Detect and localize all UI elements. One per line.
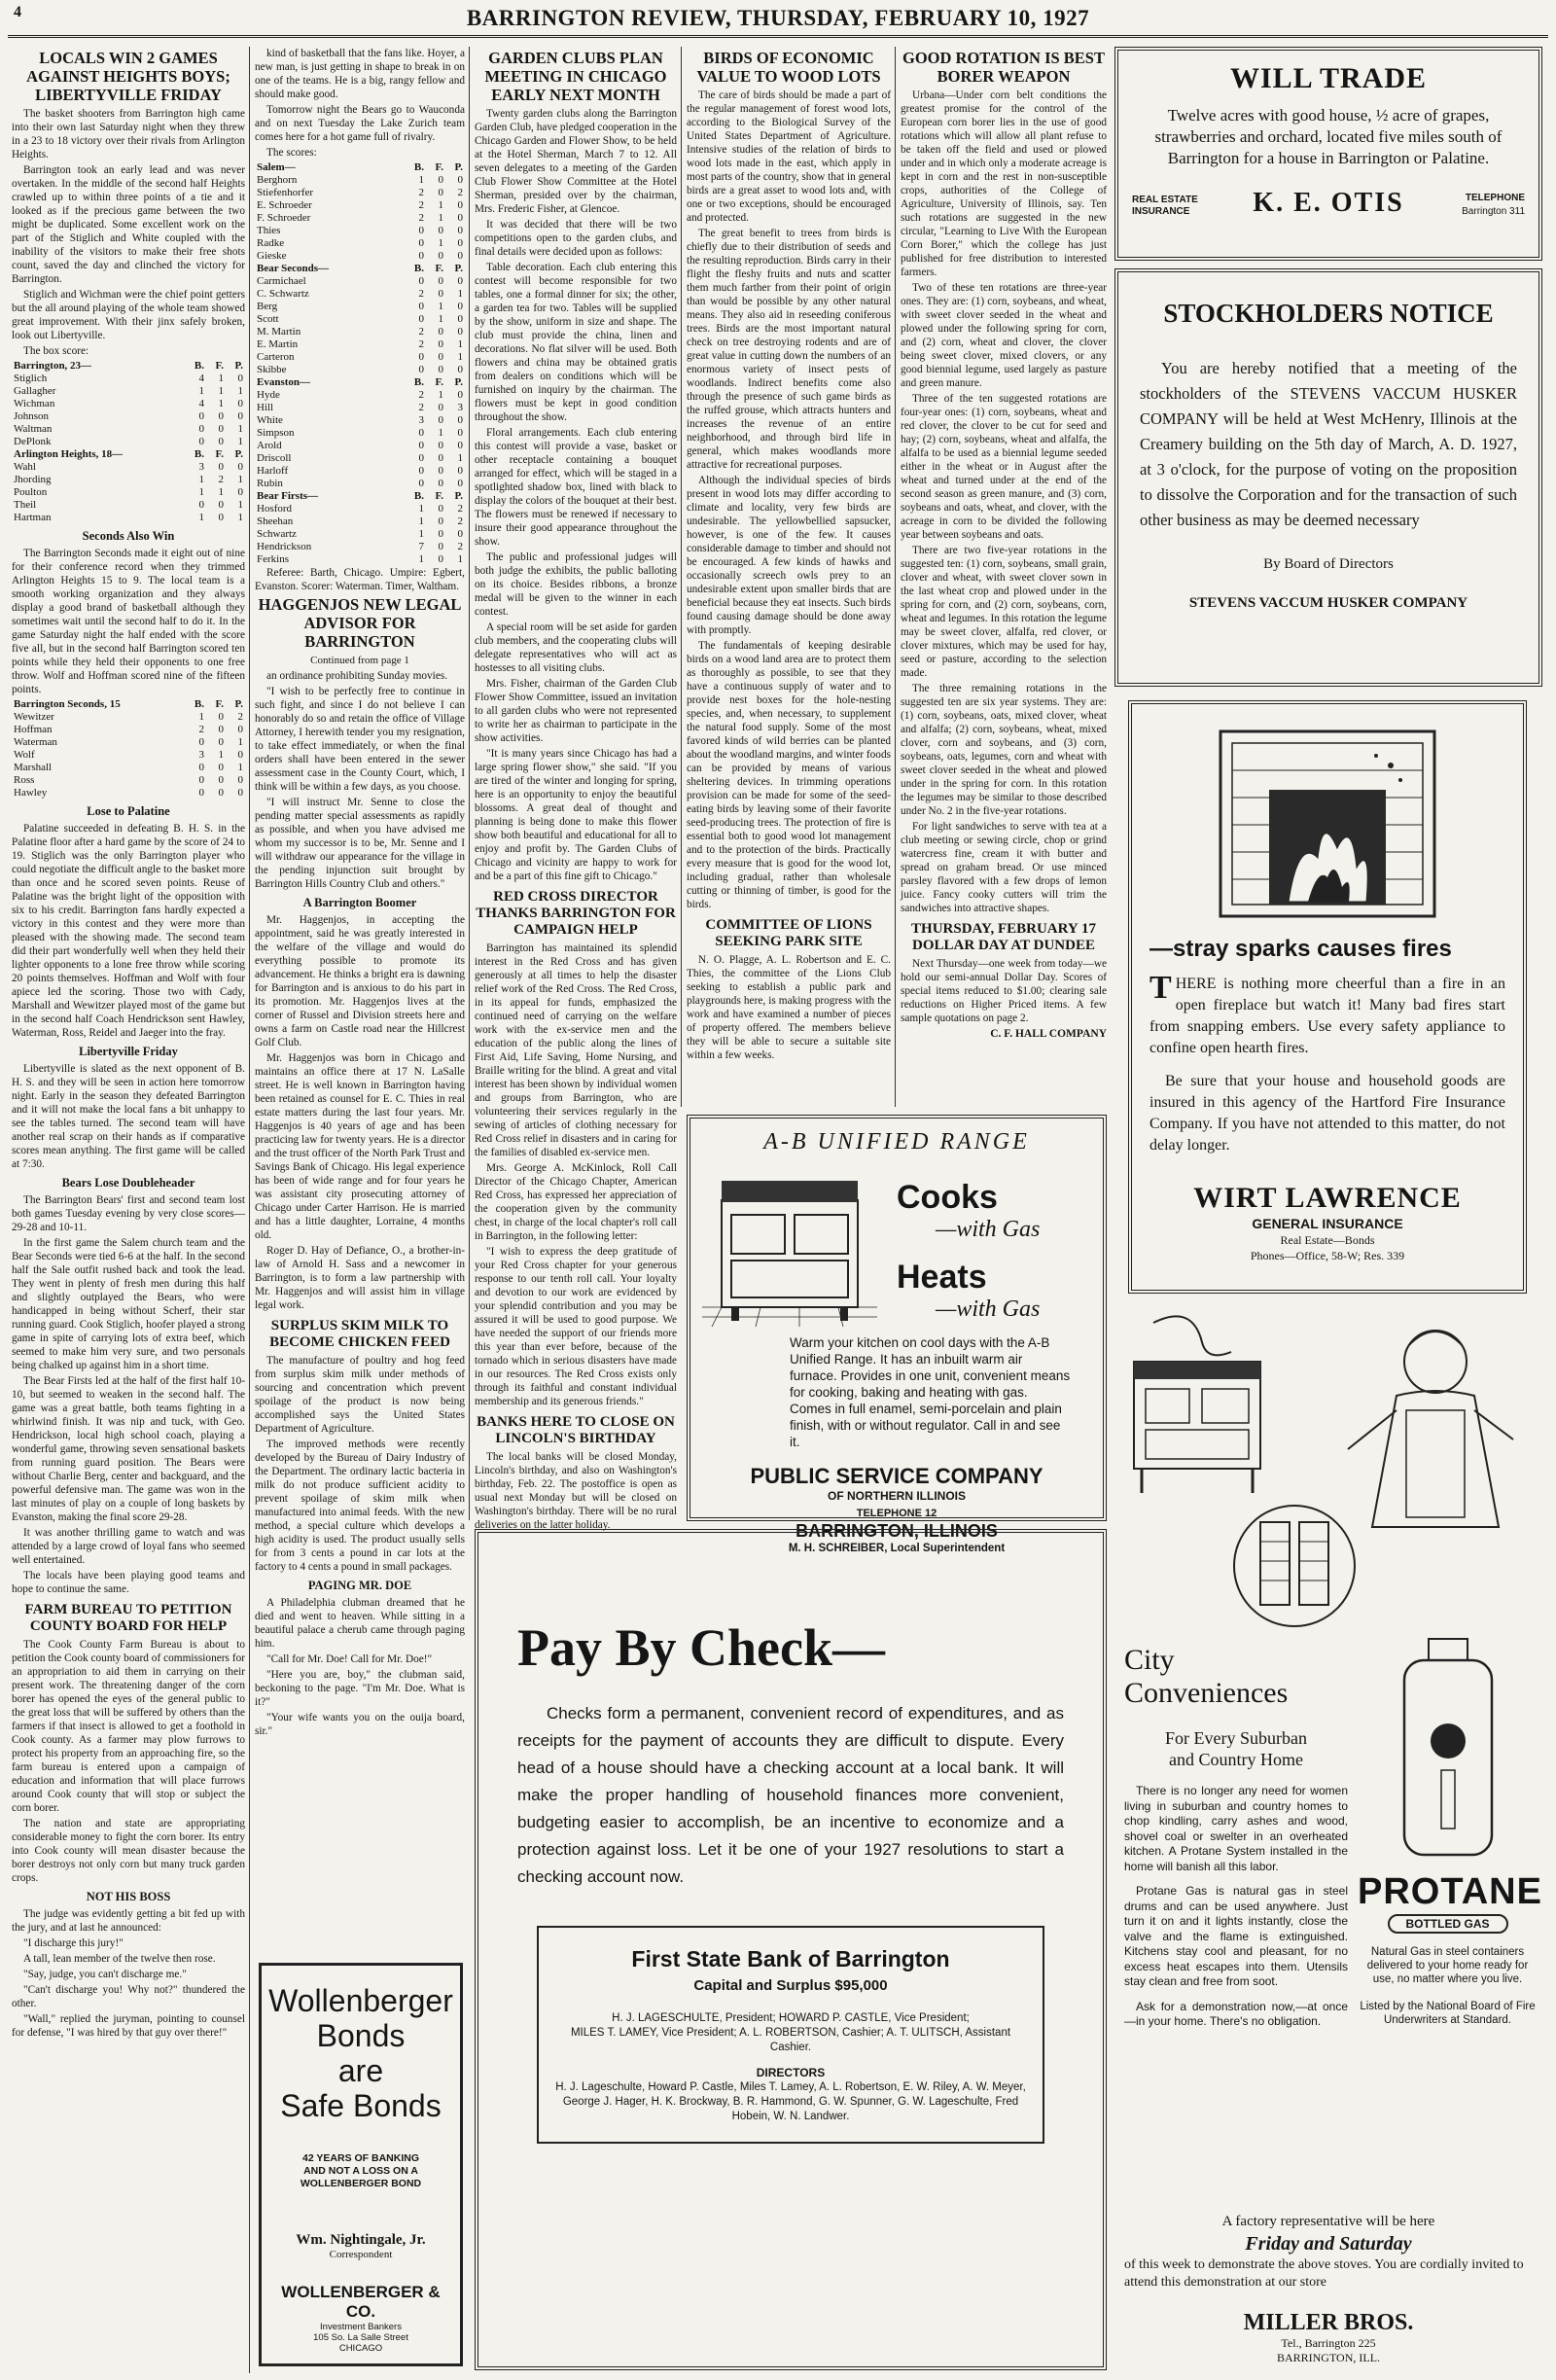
article-paragraph: The basket shooters from Barrington high came into their own last Saturday night when they threw in a 23 to 18 victory over their rivals from Arlington Heights. [12,108,245,160]
table-row: M. Martin 2 0 0 [257,326,463,337]
table-row: Simpson 0 1 0 [257,427,463,439]
table-row: Hartman 1 0 1 [14,512,243,523]
article-paragraph: It was another thrilling game to watch and was attended by a large crowd of loyal fans who seemed well entertained. [12,1527,245,1566]
box-title: Arlington Heights, 18— [14,448,124,460]
ad-pay-by-check [475,1529,1107,2370]
ad-bank-title: Pay By Check— [517,1618,885,1677]
ad-lawrence-title: —stray sparks causes fires [1149,936,1452,962]
table-row: Skibbe 0 0 0 [257,364,463,375]
article-paragraph: The Barrington Bears' first and second team lost both games Tuesday evening by very close scores—29-28 and 10-11. [12,1194,245,1233]
table-row: Hendrickson 7 0 2 [257,541,463,552]
headline-birds: BIRDS OF ECONOMIC VALUE TO WOOD LOTS [696,49,881,86]
ad-lawrence-para2: Be sure that your house and household goods are insured in this agency of the Hartford Fire Insurance Company. If you have not attended to this matter, do not delay longer. [1149,1073,1505,1154]
table-row: Wahl 3 0 0 [14,461,243,473]
column-3 [475,47,677,1531]
ad-will-trade-footer [1132,187,1525,230]
table-row: Gieske 0 0 0 [257,250,463,262]
article-paragraph: Next Thursday—one week from today—we hold our semi-annual Dollar Day. Scores of special items reduced to $1.00; clearing sale reductions on Higher Priced items. A few sample quotations on page 2. [901,958,1107,1024]
table-row: Arold 0 0 0 [257,440,463,451]
column-5 [901,47,1107,1107]
ad-miller-city: BARRINGTON, ILL. [1276,2351,1381,2364]
article-paragraph: The Bear Firsts led at the half of the first half 10-10, but seemed to weaken in the second half. The game was a great battle, both teams fighting in a whirlwind finish. It was nip and tuck, with Geo. Hendrickson, local high school coach, playing a wonderful game, throwing seven sensational baskets from running guard position. The Bears were without Charlie Berg, center and backguard, and the powerful defensive man. The game was won in the last minutes of play on a couple of long baskets by Evanston, making the final score 29-28. [12,1375,245,1523]
ad-range-hero [702,1161,1091,1327]
subhead-not-his-boss: NOT HIS BOSS [86,1890,171,1903]
ad-miller-bros [1114,1303,1542,2371]
article-paragraph: Roger D. Hay of Defiance, O., a brother-in-law of Arnold H. Sass and a newcomer in Barrington, is to form a law partnership with Mr. Haggenjos and will assist him in village legal work. [255,1245,465,1311]
headline-farm-bureau: FARM BUREAU TO PETITION COUNTY BOARD FOR HELP [24,1602,232,1634]
ad-wollenberger-tag3: WOLLENBERGER BOND [300,2178,422,2189]
ad-bank-body: Checks form a permanent, convenient record of expenditures, and as receipts for the payment of accounts they are difficult to dispute. Every head of a house should have a checking account at a local bank. It will make the proper handling of household finances more convenient, budgeting easier to accomplish, be an incentive to economize and a protection against loss. Let it be one of your 1927 resolutions to start a checking account now. [517,1704,1064,1886]
ad-will-trade-body: Twelve acres with good house, ½ acre of grapes, strawberries and orchard, located five miles south of Barrington for a house in Barrington or Palatine. [1154,106,1503,167]
subhead-boomer: A Barrington Boomer [302,896,417,909]
subhead-paging: PAGING MR. DOE [307,1579,412,1592]
table-row: DePlonk 0 0 1 [14,436,243,447]
headline-red-cross: RED CROSS DIRECTOR THANKS BARRINGTON FOR CAMPAIGN HELP [476,889,676,938]
ad-lawrence-dropcap: T [1149,970,1172,1006]
ad-bank-officers1: H. J. LAGESCHULTE, President; HOWARD P. CASTLE, Vice President; [612,2012,970,2024]
article-paragraph: Urbana—Under corn belt conditions the greatest promise for the control of the European corn borer lies in the use of good rotations which will allow all plant refuse to be taken off the field and used or plowed under and in which only a moderate acreage is kept in corn and the rest in non-susceptible crops, authorities of the College of Agriculture, University of Illinois, say. Ten such rotations are suggested in the new circular, "Learning to Live With the European Corn Borer," which the college has just published for free distribution to interested farmers. [901,89,1107,278]
table-row: Hoffman 2 0 0 [14,724,243,735]
box-score-seconds: Barrington Seconds, 15 B. F. P. Wewitzer 1 0 2 Hoffman 2 0 0 Waterman 0 0 1 Wolf 3 1 0 Marshall 0 0 1 Ross 0 0 0 Hawley 0 0 0 [14,698,243,799]
table-row: E. Schroeder 2 1 0 [257,199,463,211]
ad-miller-sub2: and Country Home [1169,1750,1303,1769]
ad-miller-bottled: BOTTLED GAS [1388,1914,1508,1934]
ad-wollenberger-agent: Wm. Nightingale, Jr. [296,2232,426,2248]
ad-wollenberger-firm-sub: Investment Bankers [320,2322,402,2332]
ad-wollenberger-addr: 105 So. La Salle Street [313,2332,408,2343]
headline-locals-win: LOCALS WIN 2 GAMES AGAINST HEIGHTS BOYS; LIBERTYVILLE FRIDAY [26,49,230,104]
table-row: Driscoll 0 0 1 [257,452,463,464]
ad-lawrence-line: Real Estate—Bonds [1280,1233,1375,1247]
ad-lawrence-para1: HERE is nothing more cheerful than a fire in an open fireplace but watch it! Many bad fires start from snapping embers. Use every safety appliance to confine open hearth fires. [1149,976,1505,1056]
article-paragraph: The local banks will be closed Monday, Lincoln's birthday, and also on Washington's birthday, Feb. 22. The postoffice is open as usual next Monday but will be closed on Washington's birthday. There will be no rural deliveries on the latter holiday. [475,1451,677,1531]
ad-bank-directors: H. J. Lageschulte, Howard P. Castle, Miles T. Lamey, A. L. Robertson, E. W. Riley, A. W. Meyer, George J. Hager, H. K. Brockway, B. R. Hammond, G. W. Spunner, G. W. Lageschulte, Fred Hobein, W. N. Landwer. [555,2081,1026,2122]
ad-miller-body1: There is no longer any need for women living in suburban and country homes to chop kindling, carry ashes and wood, shovel coal or swelter in an overheated kitchen. A Protane System installed in the home will banish all this labor. [1124,1784,1348,1873]
table-row: Waterman 0 0 1 [14,736,243,748]
table-row: Stiefenhorfer 2 0 2 [257,187,463,198]
headline-rotation: GOOD ROTATION IS BEST BORER WEAPON [902,49,1105,86]
table-row: Wewitzer 1 0 2 [14,711,243,723]
article-paragraph: Three of the ten suggested rotations are four-year ones: (1) corn, soybeans, wheat and red clover, the clover to be cut for seed and hay; (2) corn, soybeans, wheat and alfalfa, the alfalfa to be used as a biennial legume seeded either in the wheat or in August after the wheat and turned under at the end of the second season as green manure, and (3) corn, soybeans and oats, wheat, and clover, with the acreage in corn to be divided the following year between soybeans and oats. [901,393,1107,541]
ad-miller-body2: Protane Gas is natural gas in steel drums and can be used anywhere. Just turn it on and it lights instantly, close the valve and the flame is extinguished. Kitchens stay cool and pleasant, for no excess heat escapes into them. Utensils stay clean and free from soot. [1124,1884,1348,1988]
article-paragraph: The fundamentals of keeping desirable birds on a wood land area are to protect them as thoroughly as possible, to see that they have a continuous supply of water and to provide nest boxes for the hole-nesting species, and, when necessary, to supplement the natural food supply. Some of the most favored kinds of wild berries can be planted about the woodland margins, and winter foods can be provided by means of various sheltering devices. In trimming operations provision can be made for some of the seed-eating birds by leaving some of their favorite seed-producing trees. The protection of fire is essential both to good wood lot management and to the protection of the birds. Practically every measure that is good for the wood lot, including gradual, rather than wholesale cutting or thinning of timber, is good for the birds. [687,640,891,910]
table-row: Wichman 4 1 0 [14,398,243,409]
article-paragraph: "Call for Mr. Doe! Call for Mr. Doe!" [266,1653,433,1665]
ad-range-company: PUBLIC SERVICE COMPANY [750,1464,1043,1488]
ad-wollenberger [259,1963,463,2366]
article-paragraph: "Wall," replied the juryman, pointing to counsel for defense, "I was hired by that guy over there!" [12,2013,245,2039]
subhead-seconds: Seconds Also Win [82,529,175,543]
ad-will-trade-title: WILL TRADE [1229,62,1427,94]
article-paragraph: The scores: [266,147,317,159]
table-row: F. Schroeder 2 1 0 [257,212,463,224]
article-paragraph: In the first game the Salem church team and the Bear Seconds were tied 6-6 at the half. In the second half the Sale outfit rushed back and took the lead. They went in plenty of fresh men during this half and slightly outplayed the Bears, who were handicapped in being without Scherf, their star running guard. Cook Stiglich, hoofer played a strong game in spite of carrying lots of extra beef, which seemed to make him very sure, and two personals being chalked up against him in a short time. [12,1237,245,1371]
article-paragraph: "I wish to express the deep gratitude of your Red Cross chapter for your generous response to our tenth roll call. Your loyalty and devotion to our work are evidenced by your splendid contribution and you may be assured it will be used to good purpose. We have needed the support of our friends more this year than ever before, because of the tornado which in serious disasters have made in our resources. The Red Cross exists only through its faithful and constant individual membership and its generous friends." [475,1246,677,1407]
ad-will-trade-right1: TELEPHONE [1465,193,1525,203]
ad-miller-listed: Listed by the National Board of Fire Underwriters at Standard. [1360,2001,1536,2026]
article-paragraph: The judge was evidently getting a bit fed up with the jury, and at last he announced: [12,1908,245,1934]
referee-line: Referee: Barth, Chicago. Umpire: Egbert, Evanston. Scorer: Waterman. Timer, Waltham. [255,567,465,592]
article-paragraph: The care of birds should be made a part of the regular management of forest wood lots, according to the Biological Survey of the United States Department of Agriculture. Intensive studies of the relation of birds to wood lots made in the east, which apply in most parts of the country, show that in general birds are a great asset to wood lots and, with one or two exceptions, should be encouraged and protected. [687,89,891,224]
article-paragraph: "Say, judge, you can't discharge me." [23,1969,187,1980]
article-paragraph: The three remaining rotations in the suggested ten are six year systems. They are: (1) corn, soybeans, oats, mixed clover, wheat and alfalfa; (2) corn, soybeans, wheat, mixed clover, corn and soybeans, and (3) corn, soybeans, oats, legumes, corn and wheat with sweet clover seeded in the wheat and plowed under in the spring for corn. In this rotation the legumes may be similar to those described under No. 2 in the five-year rotations. [901,683,1107,817]
table-row: Hyde 2 1 0 [257,389,463,401]
column-2 [255,47,465,1953]
ad-miller-rep: A factory representative will be here [1221,2214,1435,2229]
table-row: C. Schwartz 2 0 1 [257,288,463,300]
table-row: Schwartz 1 0 0 [257,528,463,540]
ad-miller-tel: Tel., Barrington 225 [1281,2336,1376,2350]
ad-miller-sub1: For Every Suburban [1165,1728,1307,1748]
ad-bank-name: First State Bank of Barrington [631,1946,950,1971]
ad-miller-protane: PROTANE [1358,1871,1542,1912]
article-paragraph: Barrington took an early lead and was never overtaken. In the middle of the second half Heights crawled up to within three points of a tie and it looked as if the precious game between the two might be duplicated. Some excellent work on the part of the Stiglich and White coupled with the inability of the visitors to make their free shots count, saved the day and clinched the victory for Barrington. [12,164,245,285]
ad-range-cooks-sub: —with Gas [936,1217,1041,1242]
gas-cylinder-icon [1375,1634,1521,1867]
ad-stockholders-by: By Board of Directors [1263,556,1394,572]
ad-unified-range [687,1115,1107,1554]
table-row: E. Martin 2 0 1 [257,338,463,350]
article-paragraph: The Cook County Farm Bureau is about to petition the Cook county board of commissioners for an appropriation to aid them in carrying on their present work. The threatening danger of the corn borer has opened the eyes of the general public to the great loss that will be suffered by others than the farmers if that insect is allowed to get a foothold in Cook county. As a farmer may plow furrows to protect his property from an approaching fire, so the farm bureau is entered upon a campaign of education and information that will place furrows around Cook county that will stop or subject the corn borer. [12,1639,245,1814]
article-paragraph: The box score: [23,345,89,357]
article-paragraph: Floral arrangements. Each club entering this contest will provide a vase, basket or other receptacle containing a bouquet arranged for effect, which will be staged in a spotlighted shadow box, lined with black to display the colors of the bouquet at their best. The flowers must be renewed if necessary to insure their good appearance throughout the show. [475,427,677,548]
table-row: Carmichael 0 0 0 [257,275,463,287]
article-paragraph: Tomorrow night the Bears go to Wauconda and on next Tuesday the Lake Zurich team comes here for a hot game full of rivalry. [255,104,465,143]
headline-skim-milk: SURPLUS SKIM MILK TO BECOME CHICKEN FEED [269,1318,450,1350]
box-head: B. [194,360,204,372]
article-paragraph: "I discharge this jury!" [23,1937,124,1949]
ad-miller-title1: City [1124,1644,1175,1676]
article-paragraph: Two of these ten rotations are three-year ones. They are: (1) corn, soybeans, and wheat, with sweet clover seeded in the wheat and plowed under the following spring for corn, and (2) corn, wheat and clover, the clover being sweet clover, mixed clovers, or any good biennial legume, used largely as pasture and green manure. [901,282,1107,389]
ad-miller-right [1358,1634,1542,2027]
article-paragraph: "I will instruct Mr. Senne to close the pending matter special assessments as rapidly as possible, and when you have advised me whom my successor is to be, Mr. Senne and I will withdraw our appearance for the village in the pending injunction suit brought by Barrington Hills Country Club and others." [255,797,465,890]
ad-lawrence-phones: Phones—Office, 58-W; Res. 339 [1250,1249,1405,1262]
ad-range-heats-sub: —with Gas [936,1297,1041,1322]
ad-range-city: BARRINGTON, ILLINOIS [796,1521,998,1541]
headline-lions-park: COMMITTEE OF LIONS SEEKING PARK SITE [705,917,872,949]
ad-miller-left [1124,1644,1348,2030]
headline-haggenjos: HAGGENJOS NEW LEGAL ADVISOR FOR BARRINGTON [258,595,462,651]
subhead-libertyville: Libertyville Friday [79,1045,178,1058]
table-row: Stiglich 4 1 0 [14,373,243,384]
article-paragraph: Mr. Haggenjos was born in Chicago and maintains an office there at 17 N. LaSalle street. He is well known in Barrington having been retained as counsel for E. C. Thies in real estate matters during the last four years. Mr. Haggenjos is 40 years of age and has been practicing law for twenty years. He is a director and the trust officer of the North Park Trust and Savings Bank of Chicago. His legal experience has been of wide range and for four years he was assistant city prosecuting attorney of Chicago under Carter Harrison. He is married and has a little daughter, Lorraine, 4 months old. [255,1052,465,1241]
table-row: Hill 2 0 3 [257,402,463,413]
article-paragraph: Palatine succeeded in defeating B. H. S. in the Palatine floor after a hard game by the score of 24 to 19. Stiglich was the only Barrington player who could negotiate the difficult angle to the basket more than once and he scored seven points. Reuse of Palatine was the bright light of the opposition with six to his credit. Barrington fans hardly expected a victory in this contest and they were more than pleased with the showing made. The second team did their part wonderfully well when they held their lighter opponents to a lone free throw while scoring 20 points themselves. Hoffman and Wolf with four apiece led the scoring. Those two with Cady, Marshall and Wewitzer played most of the game but in the second half Coach Hendrickson sent Hawley, Waterman, Ross, Reidel and Jaeger into the fray. [12,823,245,1039]
article-paragraph: Mr. Haggenjos, in accepting the appointment, said he was greatly interested in the welfare of the village and would do everything possible to promote its advancement. He thinks a bright era is dawning for Barrington and is anxious to do his part in its promotion. Mr. Haggenjos lives at the corner of Russel and Division streets here and owns a farm on Castle road near the Hillcrest Golf Club. [255,914,465,1048]
ad-bank-officers2: MILES T. LAMEY, Vice President; A. L. ROBERTSON, Cashier; A. T. ULITSCH, Assistant Cashier. [570,2027,1011,2053]
ad-wollenberger-line1: Wollenberger [268,1983,453,2018]
ad-range-sup: M. H. SCHREIBER, Local Superintendent [788,1543,1006,1554]
table-row: Hawley 0 0 0 [14,787,243,799]
article-paragraph: "Here you are, boy," the clubman said, beckoning to the page. "I'm Mr. Doe. What is it?" [255,1669,465,1708]
headline-banks-close: BANKS HERE TO CLOSE ON LINCOLN'S BIRTHDAY [477,1414,675,1446]
ad-stockholders-title: STOCKHOLDERS NOTICE [1163,299,1494,328]
table-row: Thies 0 0 0 [257,225,463,236]
ad-lawrence-para1-wrap [1149,970,1505,1059]
article-paragraph: There are two five-year rotations in the suggested ten: (1) corn, soybeans, small grain, clover and wheat, with sweet clover sown in the last wheat crop and plowed under in the spring for corn, and (2) corn, soybeans, corn, wheat and legumes. In this rotation the legume may be sweet clover, alfalfa, red clover, or clover mixtures, which may be used for hay, seed or pasture, according to the selection made. [901,545,1107,679]
ad-will-trade-name: K. E. OTIS [1253,188,1404,218]
masthead-title: BARRINGTON REVIEW, THURSDAY, FEBRUARY 10, 1927 [466,6,1090,30]
article-paragraph: "Can't discharge you! Why not?" thundered the other. [12,1984,245,2009]
column-divider [895,47,896,1107]
ad-wollenberger-tag2: AND NOT A LOSS ON A [303,2165,418,2177]
table-row: Ross 0 0 0 [14,774,243,786]
article-paragraph: The manufacture of poultry and hog feed from surplus skim milk under methods of sourcing and concentration which prevent spoilage of the product is now being accomplished says the United States Department of Agriculture. [255,1355,465,1435]
subhead-bears: Bears Lose Doubleheader [61,1176,195,1190]
box-score-salem: Salem— B. F. P. Berghorn 1 0 0 Stiefenhorfer 2 0 2 E. Schroeder 2 1 0 F. Schroeder 2 1 0 Thies 0 0 0 Radke 0 1 0 Gieske 0 0 0 Bear Seconds— B. F. P. Carmichael 0 0 0 C. Schwartz 2 0 1 Berg 0 1 0 Scott 0 1 0 M. Martin 2 0 0 E. Martin 2 0 1 Carteron 0 0 1 Skibbe 0 0 0 Evanston— B. F. P. Hyde 2 1 0 Hill 2 0 3 White 3 0 0 Simpson 0 1 0 Arold 0 0 0 Driscoll 0 0 1 Harloff 0 0 0 Rubin 0 0 0 Bear Firsts— B. F. P. Hosford 1 0 2 Sheehan 1 0 2 Schwartz 1 0 0 Hendrickson 7 0 2 Ferkins 1 0 1 [257,161,463,565]
article-paragraph: A Philadelphia clubman dreamed that he died and went to heaven. While sitting in a beautiful palace a cherub came through paging him. [255,1597,465,1650]
ad-will-trade-left: REAL ESTATE INSURANCE [1132,195,1198,217]
box-head: F. [215,360,224,372]
article-paragraph: For light sandwiches to serve with tea at a club meeting or sewing circle, chop or grind watercress fine, cream it with butter and spread on graham bread. Or use minced parsley flavored with a few drops of lemon juice. Fancy cooky cutters will trim the sandwiches into attractive shapes. [901,821,1107,914]
article-paragraph: Stiglich and Wichman were the chief point getters but the all around playing of the whole team showed great improvement. With their jinx safely broken, look out Libertyville. [12,289,245,341]
article-paragraph: "Your wife wants you on the ouija board, sir." [255,1712,465,1737]
table-row: White 3 0 0 [257,414,463,426]
continued-note: Continued from page 1 [310,655,409,666]
ad-wollenberger-line2: Bonds [316,2018,406,2053]
ad-wollenberger-role: Correspondent [329,2249,393,2260]
masthead-rule [8,35,1548,38]
ad-wirt-lawrence [1128,700,1527,1294]
masthead [0,0,1556,39]
ad-stockholders-company: STEVENS VACCUM HUSKER COMPANY [1188,595,1468,611]
ad-miller-days: Friday and Saturday [1245,2233,1412,2255]
article-paragraph: "I wish to be perfectly free to continue in such fight, and since I do not believe I can honorably do so and retain the office of Village Attorney, I herewith tender you my resignation, to take effect immediately, or when the final orders shall have been entered in the sewer assessment case in the County Court, which, I think will be within a few days, as you choose. [255,686,465,793]
ad-stockholders-body: You are hereby notified that a meeting of the stockholders of the STEVENS VACCUM HUSKER COMPANY will be held at West McHenry, Illinois at the Creamery building on the 5th day of March, A. D. 1927, at 3 o'clock, for the purpose of voting on the proposition to dissolve the Corporation and for the transaction of such other business as may be deemed necessary [1140,359,1517,529]
ad-bank-dir-title: DIRECTORS [756,2066,826,2079]
headline-dollar-day: THURSDAY, FEBRUARY 17 DOLLAR DAY AT DUNDEE [911,921,1096,953]
article-paragraph: Twenty garden clubs along the Barrington Garden Club, have pledged cooperation in the Chicago Garden and Flower Show, to be held at the Hotel Sherman, March 7 to 12. All seven delegates to a meeting of the Garden Club Flower Show Committee at the Hotel Sherman, presided over by the chairman, Mrs. Frederic Fisher, at Glencoe. [475,108,677,215]
article-paragraph: A special room will be set aside for garden club members, and the cooperating clubs will delegate representatives who will act as hostesses to all visiting clubs. [475,622,677,674]
ad-wollenberger-line3: are [337,2053,384,2088]
ad-bank-info-box [537,1926,1044,2144]
table-row: Wolf 3 1 0 [14,749,243,761]
article-paragraph: A tall, lean member of the twelve then rose. [23,1953,216,1965]
ad-range-cooks: Cooks [897,1179,998,1216]
article-paragraph: kind of basketball that the fans like. Hoyer, a new man, is just getting in shape to break in on one of the teams. He is a big, rangy fellow and should make good. [255,48,465,100]
ad-wollenberger-city: CHICAGO [338,2343,383,2354]
column-divider [249,47,250,2373]
ad-wollenberger-line4: Safe Bonds [280,2088,442,2123]
article-paragraph: an ordinance prohibiting Sunday movies. [266,670,448,682]
article-paragraph: Libertyville is slated as the next opponent of B. H. S. and they will be seen in action here tomorrow night. Early in the season they defeated Barrington and it will not make the local fans a bit unhappy to see the tables turned. The second team will have another real scrap on their hands as if comparative scores mean anything. The first game will be called at 7:30. [12,1063,245,1170]
ad-lawrence-sub: GENERAL INSURANCE [1252,1216,1403,1231]
ad-will-trade-right2: Barrington 311 [1462,206,1525,217]
table-row: Gallagher 1 1 1 [14,385,243,397]
article-paragraph: N. O. Plagge, A. L. Robertson and E. C. Thies, the committee of the Lions Club seeking to establish a public park and playgrounds here, is making progress with the work and have examined a number of pieces of property offered. The members believe they will be able to secure a suitable site within a few weeks. [687,954,891,1061]
box-head: P. [234,360,243,372]
box-score-barrington: Barrington, 23— B. F. P. Stiglich 4 1 0 Gallagher 1 1 1 Wichman 4 1 0 Johnson 0 0 0 Waltman 0 0 1 DePlonk 0 0 1 Arlington Heights, 18— B. F. P. Wahl 3 0 0 Jhording 1 2 1 Poulton 1 1 0 Theil 0 0 1 Hartman 1 0 1 [14,360,243,523]
ad-range-title: A-B UNIFIED RANGE [763,1129,1030,1154]
ad-range-heats: Heats [897,1259,987,1296]
headline-garden-clubs: GARDEN CLUBS PLAN MEETING IN CHICAGO EARLY NEXT MONTH [484,49,667,104]
ad-wollenberger-firm: WOLLENBERGER & CO. [281,2283,441,2321]
article-paragraph: "It is many years since Chicago has had a large spring flower show," she said. "If you are tired of the winter and longing for spring, here is an opportunity to enjoy the beautiful blossoms. A great deal of thought and planning is being done to make this flower show both beautiful and educational for all to enjoy and profit by. The Garden Clubs of Chicago and vicinity are happy to work for and be a part of this fine gift to Chicago." [475,748,677,882]
ad-lawrence-name: WIRT LAWRENCE [1193,1182,1462,1214]
ad-miller-body3: Ask for a demonstration now,—at once—in your home. There's no obligation. [1124,1999,1348,2028]
table-row: Harloff 0 0 0 [257,465,463,477]
ad-will-trade [1114,47,1542,261]
column-1 [12,47,245,2373]
article-paragraph: Table decoration. Each club entering this contest will become responsible for two tables, one a formal dinner for six; the other, a garden tea for two. Tables will be supplied by the show, uniform in size and shape. The club must provide the china, linen and decorations. No flat silver will be used. Both flowers and china may be obtained gratis from dealers on conditions which will be furnished on inquiry by the chairman. The flowers must be kept in good condition throughout the show. [475,262,677,423]
ad-miller-demo: of this week to demonstrate the above stoves. You are cordially invited to attend this demonstration at our store [1124,2257,1524,2290]
table-row: Theil 0 0 1 [14,499,243,511]
column-divider [681,47,682,1107]
article-paragraph: Although the individual species of birds present in wood lots may differ according to climate and locality, very few birds are undesirable. The yellowbellied sapsucker, however, is one of the few. It causes considerable damage to timber and should not be encouraged. A few kinds of hawks and occasionally screech owls prey to an undesirable extent upon smaller birds that are beneficial because they eat insects. Such birds found causing damage should be done away with promptly. [687,475,891,636]
gas-range-icon [702,1161,877,1327]
ad-range-company-sub: OF NORTHERN ILLINOIS [828,1489,966,1503]
article-paragraph: The improved methods were recently developed by the Bureau of Dairy Industry of the Department. The ordinary lactic bacteria in milk do not produce sufficient acidity to prevent spoilage of skim milk when manufactured into animal feeds. With the new method, a special culture which develops a high acidity is used. The product usually sells for from 3 cents a pound in car lots at the factory to 4 cents a pound in small packages. [255,1439,465,1573]
table-row: Ferkins 1 0 1 [257,553,463,565]
kitchen-illustration-icon [1114,1303,1542,1634]
article-paragraph: It was decided that there will be two competitions open to the garden clubs, and final details were decided upon as follows: [475,219,677,258]
page-number: 4 [14,4,21,20]
article-paragraph: Barrington has maintained its splendid interest in the Red Cross and has given generously at all times to help the disaster relief work of the Red Cross. The Red Cross, in its appeal for funds, emphasized the continued need of carrying on the welfare work with the ex-service men and the education of the public along the lines of First Aid, Life Saving, Home Nursing, and Braille writing for the blind. A great and vital interest has been shown by individual women and groups from Barrington, who are volunteering their services regularly in the sewing of articles of clothing necessary for Red Cross relief in disasters and in caring for the families of disabled ex-service men. [475,942,677,1158]
table-row: Berg 0 1 0 [257,301,463,312]
table-row: Marshall 0 0 1 [14,762,243,773]
ad-wollenberger-tag1: 42 YEARS OF BANKING [302,2152,419,2164]
fireplace-icon [1211,722,1444,921]
article-paragraph: The public and professional judges will both judge the exhibits, the public balloting on its choice. Besides ribbons, a bronze medal will be given to the winner in each contest. [475,551,677,618]
ad-range-body: Warm your kitchen on cool days with the A-B Unified Range. It has an inbuilt warm air furnace. Provides in one unit, convenient means for cooking, baking and heating with gas. Comes in full enamel, semi-porcelain and plain finish, with or without regulator. Call in and see it. [790,1335,1071,1449]
article-paragraph: The nation and state are appropriating considerable money to fight the corn borer. Its entry into Cook county will mean disaster because the borer destroys not only corn but many truck garden crops. [12,1818,245,1884]
column-divider [469,47,470,1520]
table-row: Scott 0 1 0 [257,313,463,325]
table-row: Rubin 0 0 0 [257,478,463,489]
table-row: Sheehan 1 0 2 [257,515,463,527]
table-row: Jhording 1 2 1 [14,474,243,485]
article-paragraph: The great benefit to trees from birds is chiefly due to their distribution of seeds and the resulting reproduction. Birds carry in their flight the fleshy fruits and nuts and scatter them much farther from their point of origin than would be possible by any other natural means. They also aid in reseeding coniferous trees. Birds are the most important natural check on tree destroying rodents and are of great value in cutting down the numbers of an enormous variety of insect pests of woodlands. Indirect benefits come also through the presence of such game birds as the ruffed grouse, which attracts hunters and increases the revenue of an entire neighborhood, and through bird life in general, which makes woodlands more attractive for recreational purposes. [687,228,891,471]
article-paragraph: Mrs. Fisher, chairman of the Garden Club Flower Show Committee, issued an invitation to all garden clubs who were not represented to write her as chairman to participate in the show activities. [475,678,677,744]
box-title: Barrington, 23— [14,360,92,372]
dollar-day-signature: C. F. HALL COMPANY [990,1028,1107,1040]
ad-miller-nat: Natural Gas in steel containers delivered to your home ready for use, no matter where you live. [1366,1946,1529,1985]
article-paragraph: The locals have been playing good teams and hope to continue the same. [12,1570,245,1595]
article-paragraph: The Barrington Seconds made it eight out of nine for their conference record when they trimmed Arlington Heights 15 to 9. The local team is a smooth working organization and they always display a good brand of basketball although they sometimes wait until the second half to do it. In the game Saturday night the half ended with the score five all, but in the second half Barrington scored ten points while they held their opponents to one free throw. Wolf and Hoffman scored nine of the fifteen points. [12,548,245,695]
column-4 [687,47,891,1107]
table-row: Waltman 0 0 1 [14,423,243,435]
table-row: Poulton 1 1 0 [14,486,243,498]
table-row: Radke 0 1 0 [257,237,463,249]
table-row: Hosford 1 0 2 [257,503,463,515]
ad-stockholders-notice [1114,268,1542,687]
subhead-palatine: Lose to Palatine [87,804,170,818]
table-row: Johnson 0 0 0 [14,410,243,422]
table-row: Carteron 0 0 1 [257,351,463,363]
table-row: Berghorn 1 0 0 [257,174,463,186]
article-paragraph: Mrs. George A. McKinlock, Roll Call Director of the Chicago Chapter, American Red Cross, has expressed her appreciation of the cooperation given by the community chest, in charge of the local chapter's roll call in Barrington, in the following letter: [475,1162,677,1242]
ad-miller-title2: Conveniences [1124,1677,1289,1709]
ad-range-tel: TELEPHONE 12 [856,1508,937,1519]
ad-miller-name: MILLER BROS. [1243,2310,1414,2335]
ad-bank-capital: Capital and Surplus $95,000 [693,1977,888,1994]
